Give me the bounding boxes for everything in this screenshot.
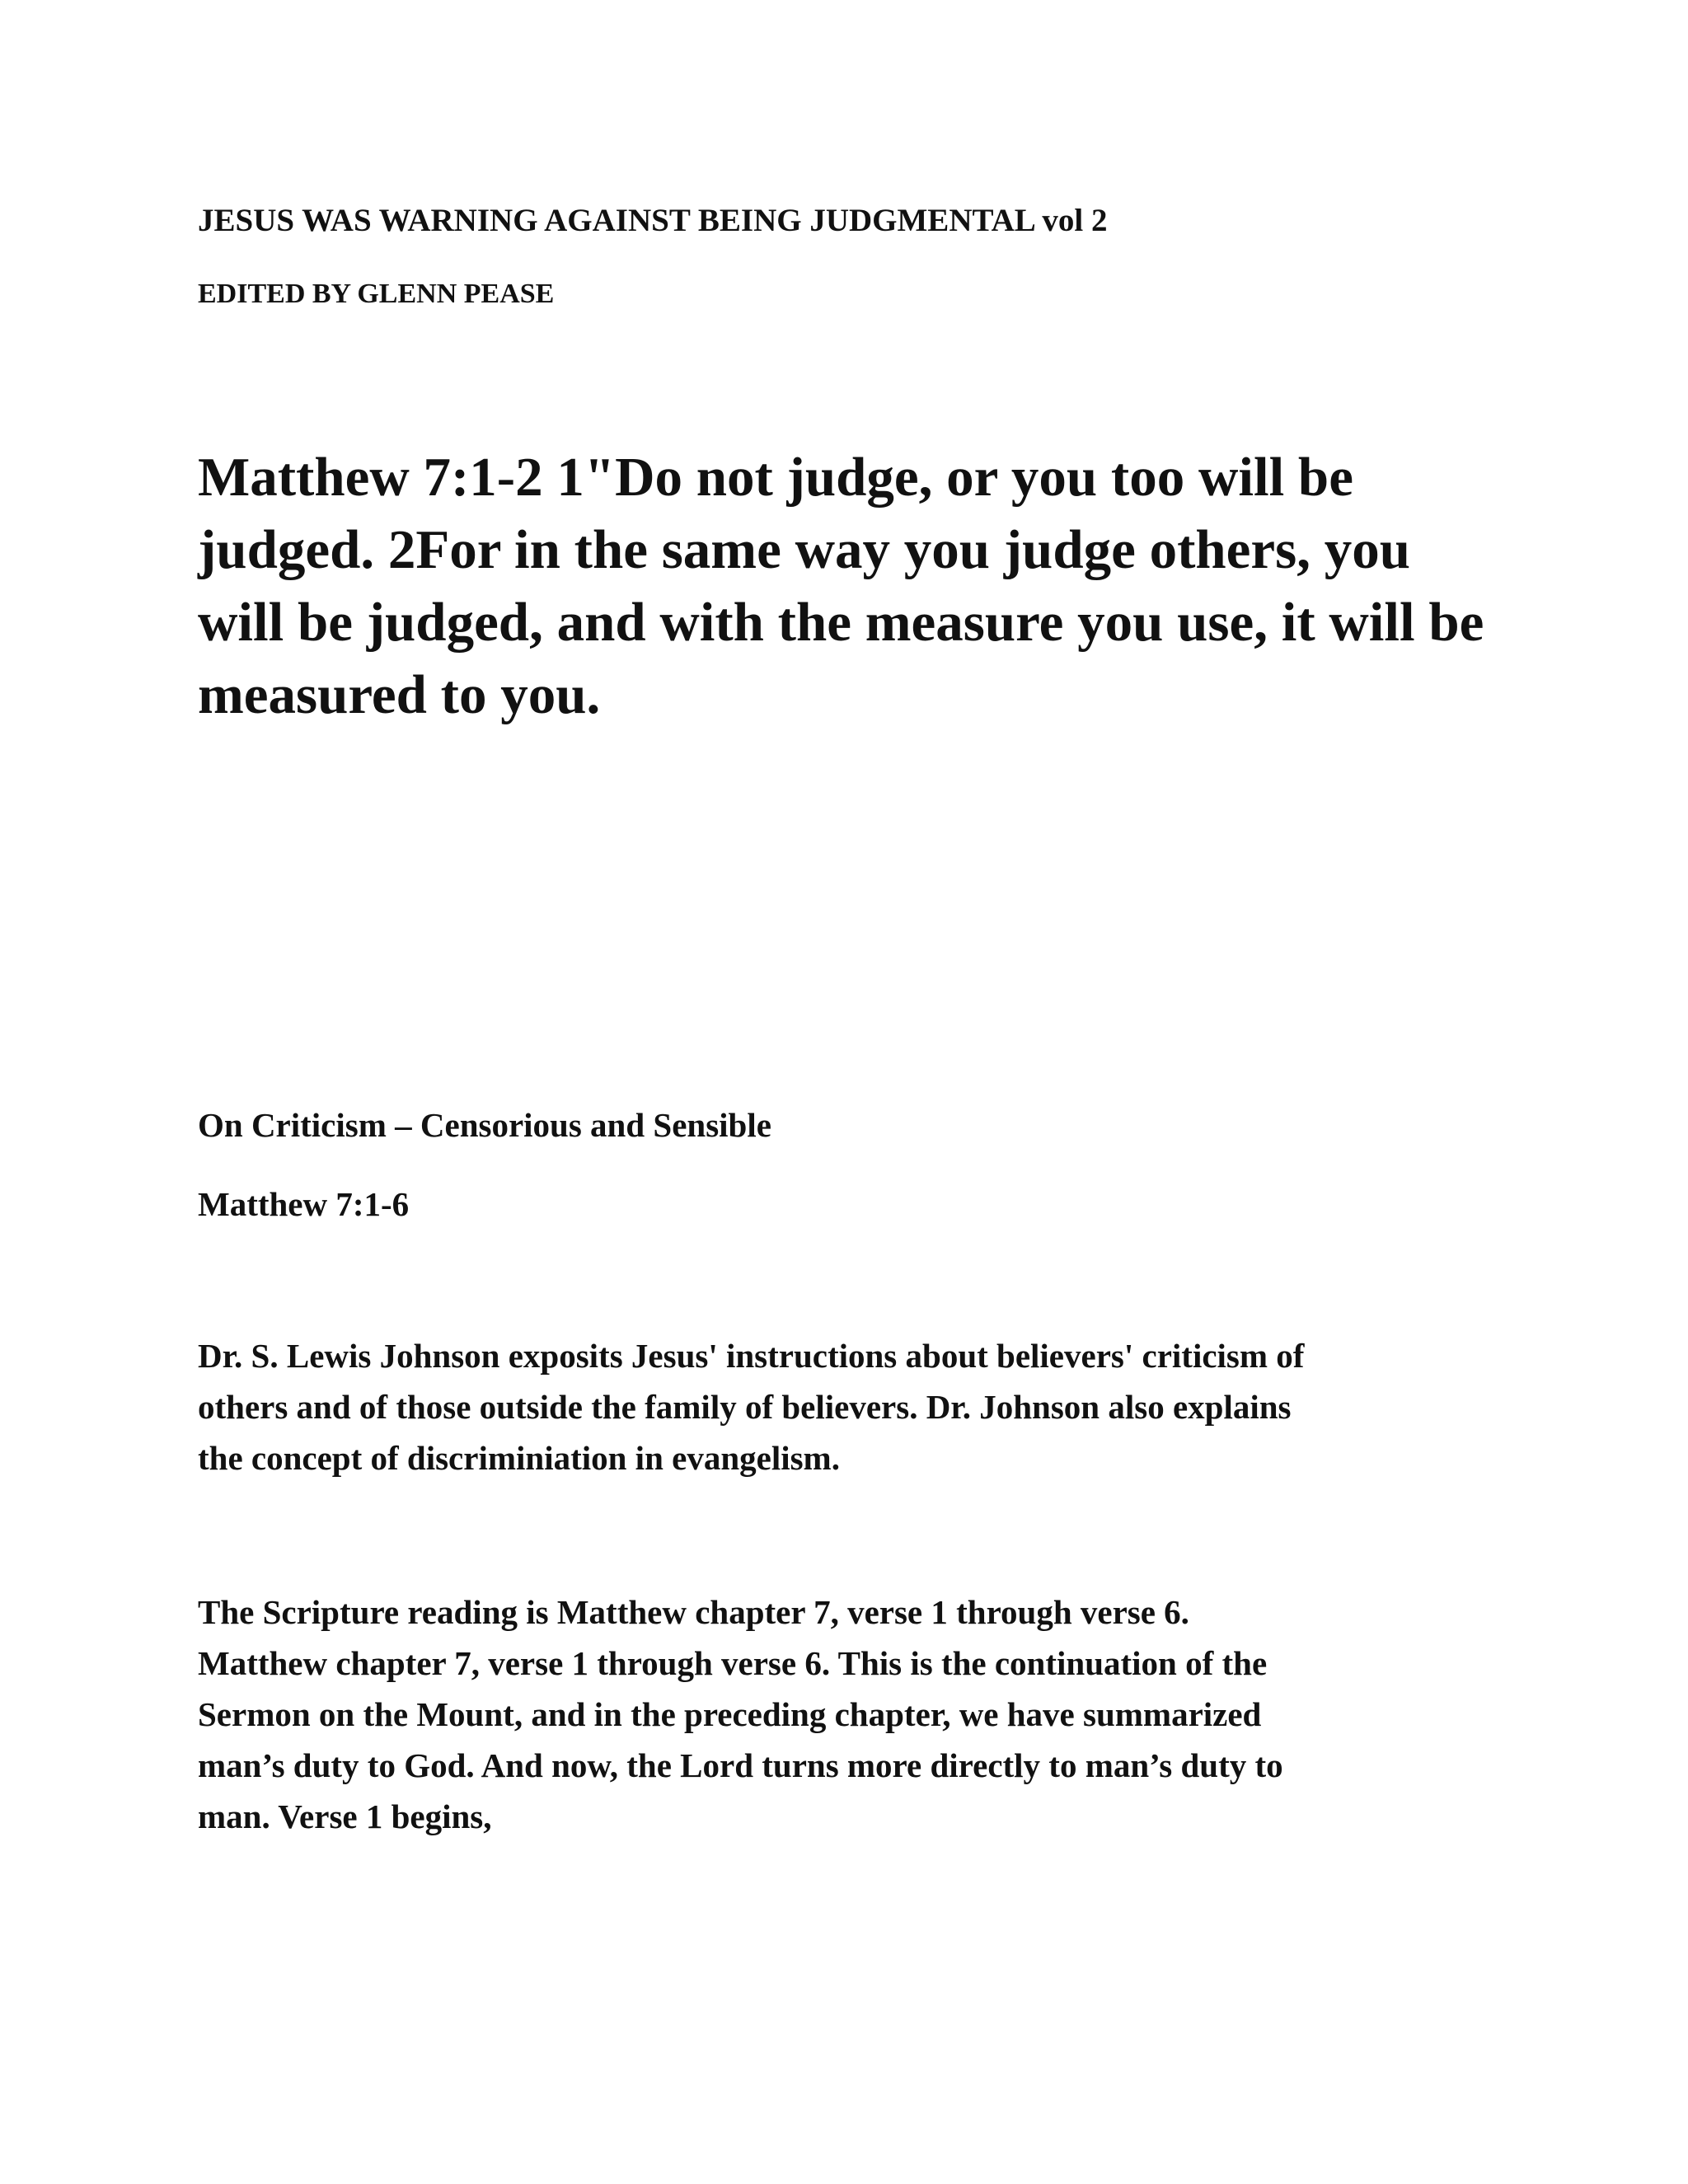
paragraph-line: Matthew chapter 7, verse 1 through verse 6. This is the continuation of the [198,1644,1268,1682]
scripture-line: will be judged, and with the measure you use, it will be [198,592,1484,653]
section-reference: Matthew 7:1-6 [198,1185,410,1223]
paragraph-line: Dr. S. Lewis Johnson exposits Jesus' instructions about believers' criticism of [198,1337,1305,1375]
scripture-line: measured to you. [198,664,601,725]
paragraph-line: the concept of discriminiation in evangelism. [198,1439,840,1477]
section-title: On Criticism – Censorious and Sensible [198,1106,771,1144]
paragraph-line: Sermon on the Mount, and in the preceding chapter, we have summarized [198,1695,1262,1733]
paragraph-line: man. Verse 1 begins, [198,1797,492,1835]
paragraph-line: man’s duty to God. And now, the Lord turns more directly to man’s duty to [198,1746,1283,1784]
editor-line: EDITED BY GLENN PEASE [198,279,555,309]
scripture-line: Matthew 7:1-2 1"Do not judge, or you too will be [198,447,1353,508]
scripture-quote [198,441,1484,731]
scripture-line: judged. 2For in the same way you judge others, you [198,519,1410,580]
paragraph-line: The Scripture reading is Matthew chapter 7, verse 1 through verse 6. [198,1593,1189,1631]
intro-paragraph [198,1330,1304,1483]
document-title: JESUS WAS WARNING AGAINST BEING JUDGMENTAL vol 2 [198,203,1108,238]
body-paragraph [198,1586,1283,1842]
paragraph-line: others and of those outside the family of believers. Dr. Johnson also explains [198,1388,1292,1426]
